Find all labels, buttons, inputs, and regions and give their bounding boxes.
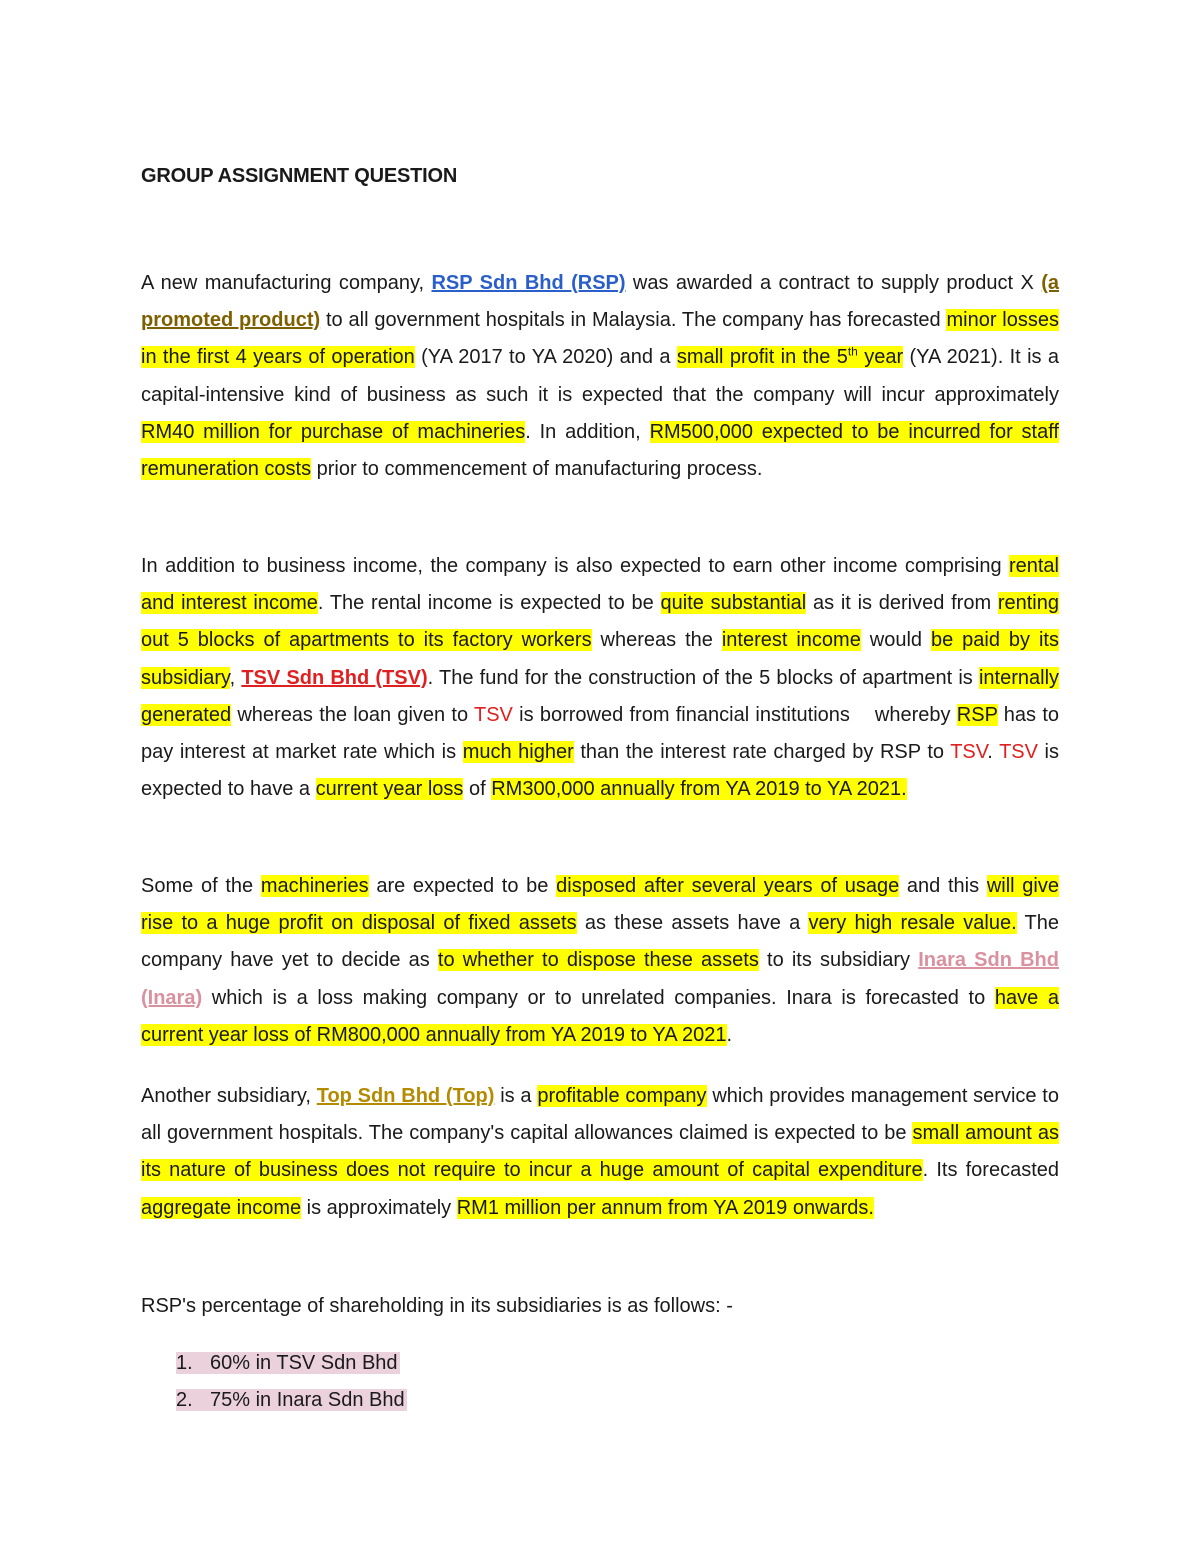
text: Some of the [141, 875, 261, 897]
company-name-top: Top Sdn Bhd (Top) [316, 1085, 495, 1107]
list-number: 1. [176, 1352, 193, 1374]
document-title: GROUP ASSIGNMENT QUESTION [141, 165, 458, 187]
tsv-reference: TSV [473, 703, 513, 726]
text: (YA 2017 to YA 2020) and a [414, 346, 677, 369]
list-number: 2. [176, 1389, 193, 1411]
text: is borrowed from financial institutions whereby [512, 703, 957, 726]
text: which is a loss making company or to unrelated companies. Inara is forecasted to [202, 986, 995, 1009]
text: Another subsidiary, [141, 1085, 317, 1107]
highlight: RM300,000 annually from YA 2019 to YA 2021. [491, 778, 907, 801]
highlight: rental and interest income [141, 555, 1059, 615]
promoted-product-label: (a promoted product) [141, 272, 1059, 332]
text: is expected to have a [141, 741, 1059, 801]
list-item-highlight [176, 1352, 400, 1374]
text: . The rental income is expected to be [317, 592, 661, 615]
shareholding-intro: RSP's percentage of shareholding in its subsidiaries is as follows: - [141, 1295, 733, 1317]
highlight: renting out 5 blocks of apartments to its factory workers [141, 592, 1059, 652]
text: to its subsidiary [758, 949, 919, 972]
text: In addition to business income, the company is also expected to earn other income comprising [141, 555, 1009, 577]
text: whereas the loan given to [231, 703, 474, 726]
text: (YA 2021). It is a capital-intensive kind of business as such it is expected that the company will incur approximately [141, 346, 1059, 406]
highlight-text: year [857, 346, 904, 369]
highlight: minor losses in the first 4 years of operation [141, 309, 1059, 369]
text: to all government hospitals in Malaysia. The company has forecasted [320, 309, 947, 332]
text: and this [899, 875, 987, 897]
highlight [677, 346, 903, 368]
highlight: quite substantial [660, 592, 807, 615]
paragraph-machinery-disposal [141, 868, 1059, 1054]
highlight: RM40 million for purchase of machineries [141, 420, 526, 443]
text: are expected to be [368, 875, 557, 897]
highlight: will give rise to a huge profit on disposal of fixed assets [141, 875, 1059, 935]
tsv-reference: TSV [999, 741, 1038, 764]
list-text: 75% in Inara Sdn Bhd [210, 1389, 405, 1411]
highlight: disposed after several years of usage [556, 875, 900, 897]
list-item-highlight [176, 1389, 407, 1411]
highlight: machineries [260, 875, 369, 897]
text: , [229, 666, 242, 689]
highlight: interest income [721, 629, 861, 652]
text: as it is derived from [806, 592, 998, 615]
text: prior to commencement of manufacturing process. [311, 458, 763, 481]
highlight: much higher [462, 741, 574, 764]
text: would [860, 629, 931, 652]
text: . [726, 1023, 733, 1046]
company-name-inara: Inara Sdn Bhd (Inara) [141, 949, 1059, 1009]
highlight: RM500,000 expected to be incurred for staff remuneration costs [141, 420, 1059, 481]
paragraph-top-subsidiary [141, 1078, 1059, 1227]
text: The company have yet to decide as [141, 912, 1059, 972]
highlight: internally generated [141, 666, 1060, 726]
highlight: RM1 million per annum from YA 2019 onwards. [456, 1196, 874, 1219]
highlight: RSP [956, 703, 998, 726]
text: is approximately [301, 1196, 457, 1219]
text: . [987, 741, 1000, 764]
text: than the interest rate charged by RSP to [573, 741, 951, 764]
text: A new manufacturing company, [141, 272, 432, 294]
highlight: very high resale value. [808, 912, 1017, 935]
text: as these assets have a [576, 912, 809, 935]
highlight: small amount as its nature of business does not require to incur a huge amount of capital expenditure [141, 1122, 1059, 1182]
text: . The fund for the construction of the 5 blocks of apartment is [427, 666, 979, 689]
shareholding-list [176, 1345, 407, 1419]
text: whereas the [591, 629, 722, 652]
text: . Its forecasted [922, 1159, 1060, 1182]
list-item [176, 1382, 407, 1419]
paragraph-other-income [141, 548, 1059, 808]
list-text: 60% in TSV Sdn Bhd [210, 1352, 398, 1374]
highlight: aggregate income [141, 1196, 302, 1219]
company-name-tsv: TSV Sdn Bhd (TSV) [241, 666, 428, 689]
superscript: th [847, 344, 858, 359]
highlight: to whether to dispose these assets [437, 949, 759, 972]
company-name-rsp: RSP Sdn Bhd (RSP) [431, 272, 626, 294]
highlight-text: small profit in the 5 [676, 346, 848, 369]
text: of [463, 778, 492, 801]
text: which provides management service to all government hospitals. The company's capital allowances claimed is expected to be [141, 1085, 1059, 1145]
tsv-reference: TSV [950, 741, 988, 764]
list-item [176, 1345, 407, 1382]
text: . In addition, [525, 420, 650, 443]
highlight: current year loss [315, 778, 464, 801]
text: was awarded a contract to supply product X [625, 272, 1042, 294]
highlight: be paid by its subsidiary [141, 629, 1059, 689]
highlight: have a current year loss of RM800,000 annually from YA 2019 to YA 2021 [141, 986, 1059, 1046]
text: has to pay interest at market rate which is [141, 703, 1059, 764]
highlight: profitable company [537, 1085, 707, 1107]
text: is a [494, 1085, 538, 1107]
paragraph-company-overview [141, 265, 1059, 488]
